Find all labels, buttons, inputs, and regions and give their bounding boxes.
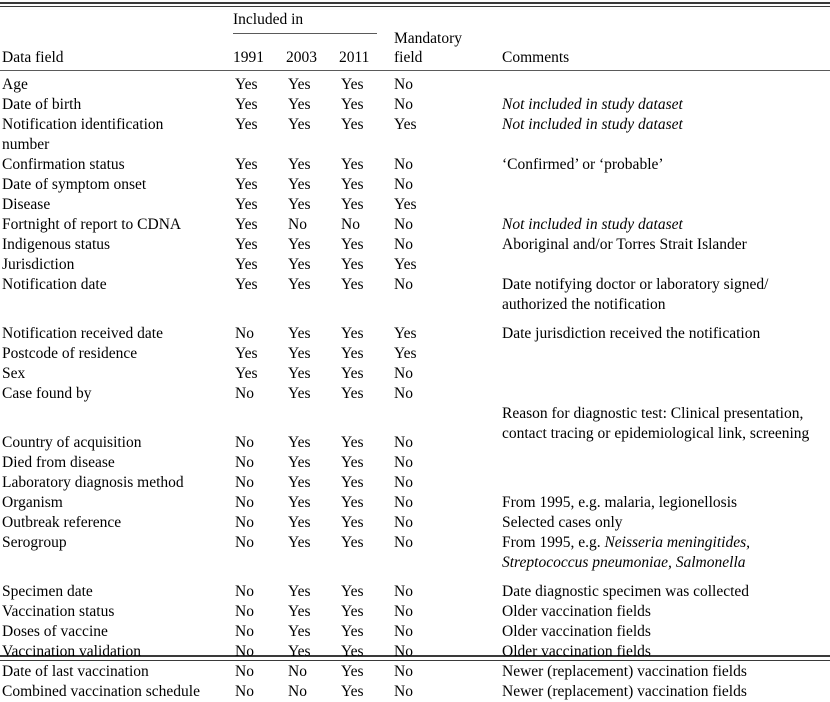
cell-2011: Yes xyxy=(341,514,364,531)
table-row xyxy=(0,602,830,622)
cell-mandatory-field: No xyxy=(394,643,413,660)
cell-1991: Yes xyxy=(235,76,258,93)
cell-1991: No xyxy=(235,623,254,640)
cell-2003: Yes xyxy=(288,494,311,511)
cell-mandatory-field: No xyxy=(394,454,413,471)
cell-2003: Yes xyxy=(288,236,311,253)
cell-comment: Date notifying doctor or laboratory signed/ authorized the notification xyxy=(502,276,769,313)
cell-2011: Yes xyxy=(341,236,364,253)
cell-data-field: Indigenous status xyxy=(2,236,111,253)
cell-data-field: Combined vaccination schedule xyxy=(2,683,200,700)
cell-2003: Yes xyxy=(288,603,311,620)
table-row xyxy=(0,255,830,275)
cell-2003: Yes xyxy=(288,116,311,133)
table-row xyxy=(0,235,830,255)
cell-1991: Yes xyxy=(235,196,258,213)
cell-2003: Yes xyxy=(288,176,311,193)
cell-2011: Yes xyxy=(341,345,364,362)
cell-2003: Yes xyxy=(288,623,311,640)
cell-comment: Not included in study dataset xyxy=(502,116,683,133)
cell-data-field: Laboratory diagnosis method xyxy=(2,474,184,491)
cell-2003: Yes xyxy=(288,256,311,273)
cell-2003: Yes xyxy=(288,454,311,471)
cell-2003: Yes xyxy=(288,96,311,113)
cell-data-field: Outbreak reference xyxy=(2,514,122,531)
cell-2011: Yes xyxy=(341,76,364,93)
cell-1991: Yes xyxy=(235,256,258,273)
cell-2003: Yes xyxy=(288,643,311,660)
cell-mandatory-field: No xyxy=(394,603,413,620)
cell-2011: Yes xyxy=(341,325,364,342)
table-row xyxy=(0,115,830,155)
cell-mandatory-field: No xyxy=(394,583,413,600)
cell-2011: Yes xyxy=(341,623,364,640)
cell-comment: Older vaccination fields xyxy=(502,603,651,620)
cell-data-field: Date of birth xyxy=(2,96,82,113)
cell-mandatory-field: No xyxy=(394,385,413,402)
cell-2011: Yes xyxy=(341,116,364,133)
table-row xyxy=(0,175,830,195)
column-group-header-included-in: Included in xyxy=(233,11,304,28)
cell-1991: Yes xyxy=(235,276,258,293)
cell-comment: Date diagnostic specimen was collected xyxy=(502,583,750,600)
cell-comment: From 1995, e.g. malaria, legionellosis xyxy=(502,494,738,511)
cell-data-field: Vaccination validation xyxy=(2,643,142,660)
column-header-comments: Comments xyxy=(502,49,570,66)
cell-2011: Yes xyxy=(341,494,364,511)
cell-mandatory-field: No xyxy=(394,156,413,173)
cell-data-field: Specimen date xyxy=(2,583,93,600)
cell-data-field: Date of last vaccination xyxy=(2,663,149,680)
cell-comment: ‘Confirmed’ or ‘probable’ xyxy=(502,156,664,173)
cell-comment-continuation: contact tracing or epidemiological link, screening xyxy=(502,425,810,442)
cell-1991: Yes xyxy=(235,156,258,173)
column-header-1991: 1991 xyxy=(233,49,264,66)
table-row xyxy=(0,662,830,682)
column-header-mandatory-line1: Mandatory xyxy=(394,30,463,47)
cell-2011: Yes xyxy=(341,434,364,451)
table-row xyxy=(0,155,830,175)
cell-data-field: Fortnight of report to CDNA xyxy=(2,216,182,233)
column-header-mandatory-line2: field xyxy=(394,49,423,66)
cell-comment: Reason for diagnostic test: Clinical presentation, contact tracing or epidemiological link, screening xyxy=(502,405,810,442)
cell-2003: No xyxy=(288,216,307,233)
cell-2011: Yes xyxy=(341,196,364,213)
table-row xyxy=(0,433,830,453)
cell-2011: Yes xyxy=(341,454,364,471)
cell-mandatory-field: No xyxy=(394,76,413,93)
table-row xyxy=(0,682,830,702)
cell-mandatory-field: No xyxy=(394,236,413,253)
table-row xyxy=(0,493,830,513)
cell-data-field-continuation: number xyxy=(2,136,50,153)
cell-1991: No xyxy=(235,583,254,600)
cell-2003: Yes xyxy=(288,434,311,451)
cell-2003: Yes xyxy=(288,385,311,402)
cell-comment-continuation: authorized the notification xyxy=(502,296,666,313)
cell-2011: Yes xyxy=(341,663,364,680)
cell-1991: No xyxy=(235,454,254,471)
cell-1991: No xyxy=(235,434,254,451)
cell-comment: Date jurisdiction received the notification xyxy=(502,325,761,342)
cell-2011: Yes xyxy=(341,256,364,273)
cell-2011: Yes xyxy=(341,276,364,293)
cell-2003: Yes xyxy=(288,276,311,293)
cell-mandatory-field: No xyxy=(394,365,413,382)
cell-mandatory-field: No xyxy=(394,663,413,680)
table-row xyxy=(0,364,830,384)
cell-2011: No xyxy=(341,216,360,233)
cell-2011: Yes xyxy=(341,534,364,551)
cell-1991: No xyxy=(235,663,254,680)
cell-mandatory-field: Yes xyxy=(394,196,417,213)
cell-comment: Not included in study dataset xyxy=(502,216,683,233)
cell-mandatory-field: Yes xyxy=(394,256,417,273)
table-row xyxy=(0,195,830,215)
cell-2011: Yes xyxy=(341,683,364,700)
cell-1991: Yes xyxy=(235,116,258,133)
cell-data-field: Died from disease xyxy=(2,454,115,471)
cell-data-field: Serogroup xyxy=(2,534,67,551)
column-header-2003: 2003 xyxy=(286,49,317,66)
cell-mandatory-field: No xyxy=(394,534,413,551)
cell-2003: Yes xyxy=(288,534,311,551)
cell-1991: No xyxy=(235,683,254,700)
cell-mandatory-field: Yes xyxy=(394,325,417,342)
cell-2003: No xyxy=(288,683,307,700)
cell-data-field: Confirmation status xyxy=(2,156,125,173)
cell-1991: No xyxy=(235,514,254,531)
table-body xyxy=(0,75,830,702)
cell-1991: Yes xyxy=(235,216,258,233)
cell-comment: Newer (replacement) vaccination fields xyxy=(502,683,747,700)
cell-data-field: Jurisdiction xyxy=(2,256,75,273)
cell-1991: No xyxy=(235,603,254,620)
cell-mandatory-field: Yes xyxy=(394,116,417,133)
cell-2003: Yes xyxy=(288,514,311,531)
cell-comment: Older vaccination fields xyxy=(502,623,651,640)
cell-2011: Yes xyxy=(341,365,364,382)
included-in-spanner-rule xyxy=(233,33,377,34)
cell-data-field: Sex xyxy=(2,365,26,382)
cell-data-field: Age xyxy=(2,76,28,93)
table-row xyxy=(0,642,830,662)
table-row xyxy=(0,215,830,235)
cell-2003: Yes xyxy=(288,76,311,93)
cell-1991: Yes xyxy=(235,176,258,193)
cell-data-field: Vaccination status xyxy=(2,603,115,620)
cell-data-field: Disease xyxy=(2,196,51,213)
cell-mandatory-field: No xyxy=(394,683,413,700)
cell-comment: Older vaccination fields xyxy=(502,643,651,660)
table-row xyxy=(0,513,830,533)
cell-2003: Yes xyxy=(288,325,311,342)
cell-2011: Yes xyxy=(341,176,364,193)
table-row xyxy=(0,344,830,364)
cell-2011: Yes xyxy=(341,643,364,660)
table-row xyxy=(0,275,830,315)
table-row xyxy=(0,324,830,344)
cell-data-field: Country of acquisition xyxy=(2,434,142,451)
cell-data-field: Notification identification number xyxy=(2,116,164,153)
cell-mandatory-field: No xyxy=(394,434,413,451)
table-row xyxy=(0,473,830,493)
cell-2011: Yes xyxy=(341,583,364,600)
cell-comment: Newer (replacement) vaccination fields xyxy=(502,663,747,680)
cell-2003: Yes xyxy=(288,583,311,600)
table-row xyxy=(0,75,830,95)
cell-2003: No xyxy=(288,663,307,680)
table-row xyxy=(0,453,830,473)
cell-2003: Yes xyxy=(288,474,311,491)
table-row xyxy=(0,582,830,602)
cell-mandatory-field: No xyxy=(394,276,413,293)
cell-2011: Yes xyxy=(341,96,364,113)
cell-data-field: Organism xyxy=(2,494,63,511)
cell-data-field: Postcode of residence xyxy=(2,345,138,362)
cell-1991: Yes xyxy=(235,365,258,382)
cell-1991: No xyxy=(235,385,254,402)
cell-mandatory-field: Yes xyxy=(394,345,417,362)
cell-1991: Yes xyxy=(235,96,258,113)
table-row xyxy=(0,95,830,115)
cell-1991: Yes xyxy=(235,345,258,362)
cell-2003: Yes xyxy=(288,156,311,173)
cell-2003: Yes xyxy=(288,196,311,213)
column-header-2011: 2011 xyxy=(339,49,370,66)
cell-mandatory-field: No xyxy=(394,474,413,491)
cell-mandatory-field: No xyxy=(394,216,413,233)
cell-2011: Yes xyxy=(341,385,364,402)
cell-comment: Not included in study dataset xyxy=(502,96,683,113)
cell-1991: No xyxy=(235,534,254,551)
cell-data-field: Doses of vaccine xyxy=(2,623,108,640)
cell-1991: No xyxy=(235,325,254,342)
cell-data-field: Notification date xyxy=(2,276,107,293)
cell-1991: No xyxy=(235,643,254,660)
cell-2011: Yes xyxy=(341,603,364,620)
cell-comment: Selected cases only xyxy=(502,514,623,531)
cell-comment: From 1995, e.g. Neisseria meningitides, Streptococcus pneumoniae, Salmonella xyxy=(502,534,750,571)
cell-mandatory-field: No xyxy=(394,96,413,113)
cell-data-field: Case found by xyxy=(2,385,92,402)
cell-2011: Yes xyxy=(341,156,364,173)
table-top-rule-outer xyxy=(0,2,830,4)
cell-2003: Yes xyxy=(288,345,311,362)
cell-1991: No xyxy=(235,474,254,491)
cell-mandatory-field: No xyxy=(394,623,413,640)
cell-mandatory-field: No xyxy=(394,514,413,531)
cell-1991: No xyxy=(235,494,254,511)
cell-2011: Yes xyxy=(341,474,364,491)
column-header-data-field: Data field xyxy=(2,49,64,66)
header-body-divider-rule xyxy=(0,70,830,71)
table-top-rule-inner xyxy=(0,6,830,7)
cell-mandatory-field: No xyxy=(394,494,413,511)
cell-data-field: Date of symptom onset xyxy=(2,176,147,193)
table-row xyxy=(0,622,830,642)
cell-data-field: Notification received date xyxy=(2,325,163,342)
cell-comment-continuation: Streptococcus pneumoniae, Salmonella xyxy=(502,554,746,571)
table-row xyxy=(0,384,830,442)
table-row xyxy=(0,533,830,573)
cell-1991: Yes xyxy=(235,236,258,253)
cell-2003: Yes xyxy=(288,365,311,382)
cell-mandatory-field: No xyxy=(394,176,413,193)
cell-comment: Aboriginal and/or Torres Strait Islander xyxy=(502,236,747,253)
